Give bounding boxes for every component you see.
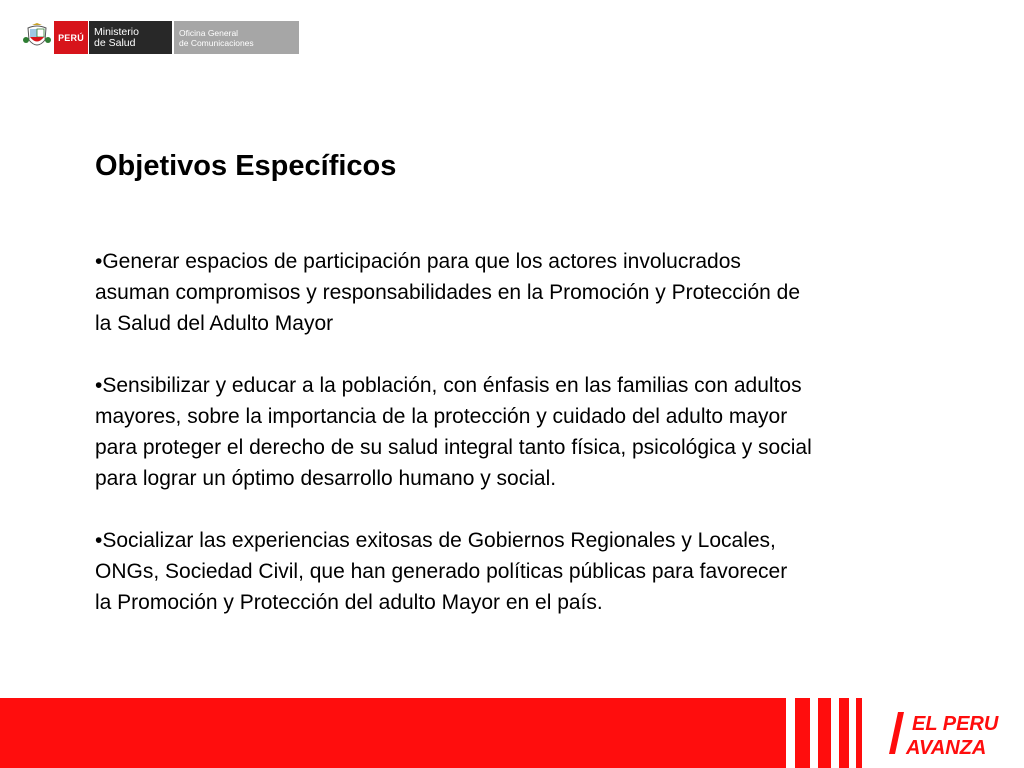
footer-red-bar: [0, 698, 786, 768]
objective-item-2: •Sensibilizar y educar a la población, con énfasis en las familias con adultos mayores, sobre la importancia de la protección y cuidado del adulto mayor para proteger el derecho de su salud integral tanto física, psicológica y social para lograr un óptimo desarrollo humano y social.: [95, 374, 812, 490]
el-peru-avanza-logo: [884, 702, 1004, 764]
footer-stripe-3: [839, 698, 849, 768]
ministry-line-2: de Salud: [94, 36, 136, 49]
footer-stripe-2: [818, 698, 831, 768]
ministry-logo: [22, 21, 299, 54]
footer-stripe-1: [795, 698, 810, 768]
office-line-2: de Comunicaciones: [179, 37, 254, 48]
objective-item-3: •Socializar las experiencias exitosas de Gobiernos Regionales y Locales, ONGs, Sociedad Civil, que han generado políticas públicas para favorecer la Promoción y Protección del adulto Mayor en el país.: [95, 529, 788, 614]
slide-title: Objetivos Específicos: [95, 150, 397, 182]
coat-of-arms-icon: [22, 21, 52, 54]
peru-label: PERÚ: [54, 21, 88, 54]
objectives-list: [95, 246, 985, 649]
ministry-line-1: Ministerio: [94, 25, 139, 38]
ministry-name: [88, 21, 172, 54]
footer-stripe-4: [856, 698, 862, 768]
office-name: [172, 21, 299, 54]
brand-line-1: EL PERU: [912, 713, 999, 735]
office-line-1: Oficina General: [179, 27, 239, 38]
brand-line-2: AVANZA: [906, 737, 987, 759]
objective-item-1: •Generar espacios de participación para que los actores involucrados asuman compromisos y responsabilidades en la Promoción y Protección de la Salud del Adulto Mayor: [95, 250, 801, 335]
